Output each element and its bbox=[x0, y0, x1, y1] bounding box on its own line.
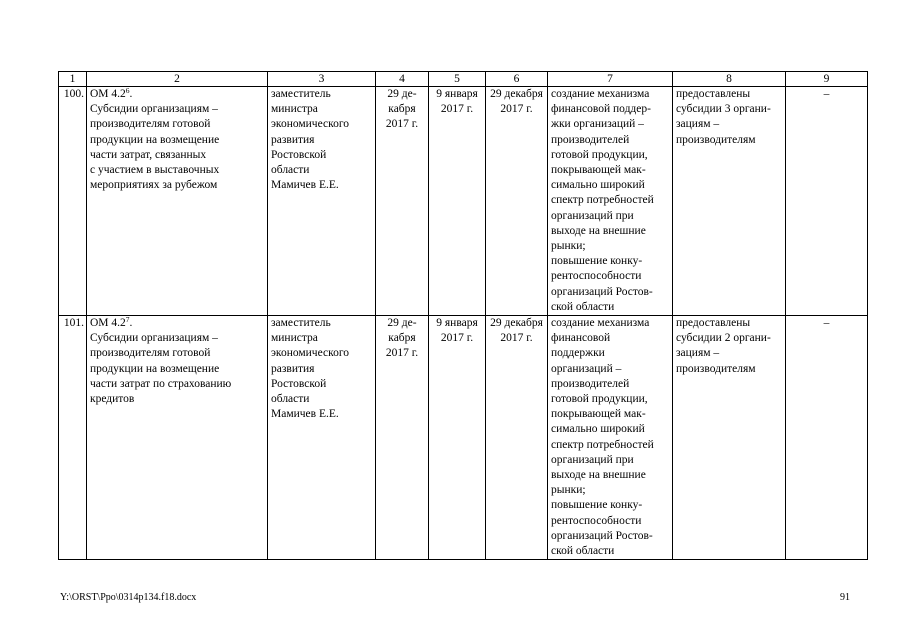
cell-line: Ростовской bbox=[271, 148, 327, 161]
cell-line: Ростовской bbox=[271, 377, 327, 390]
measure-cell bbox=[87, 87, 268, 316]
cell-line: министра bbox=[271, 103, 318, 116]
cell-line: спектр потребностей bbox=[551, 194, 654, 207]
cell-line: рентоспособности bbox=[551, 270, 642, 283]
cell-line: 2017 г. bbox=[500, 103, 533, 116]
date-cell bbox=[376, 316, 429, 560]
row-number: 101. bbox=[59, 316, 87, 560]
row-number: 100. bbox=[59, 87, 87, 316]
column-number: 7 bbox=[548, 72, 673, 87]
table-row bbox=[59, 316, 868, 560]
indicator-cell bbox=[673, 316, 786, 560]
cell-line: 9 января bbox=[436, 88, 478, 100]
cell-line: 29 декабря bbox=[490, 88, 543, 100]
cell-line: готовой продукции, bbox=[551, 148, 648, 161]
cell-line: экономического bbox=[271, 118, 350, 131]
cell-line: покрывающей мак- bbox=[551, 408, 646, 421]
column-number: 9 bbox=[786, 72, 868, 87]
cell-line: организаций Ростов- bbox=[551, 285, 653, 298]
cell-line: выходе на внешние bbox=[551, 224, 646, 237]
measure-code: ОМ $4.2^6$. bbox=[90, 86, 133, 100]
cell-line: субсидии 2 органи- bbox=[676, 332, 771, 345]
column-number: 8 bbox=[673, 72, 786, 87]
cell-line: производителей bbox=[551, 377, 630, 390]
measure-cell bbox=[87, 316, 268, 560]
cell-line: области bbox=[271, 393, 310, 406]
cell-line: выходе на внешние bbox=[551, 469, 646, 482]
cell-line: покрывающей мак- bbox=[551, 164, 646, 177]
end-date-cell bbox=[486, 87, 548, 316]
cell-line: организаций Ростов- bbox=[551, 529, 653, 542]
cell-line: с участием в выставочных bbox=[90, 164, 220, 177]
column-number-row bbox=[59, 72, 868, 87]
cell-line: развития bbox=[271, 362, 315, 375]
cell-line: предоставлены bbox=[676, 317, 751, 330]
cell-line: создание механизма bbox=[551, 317, 650, 330]
cell-line: части затрат, связанных bbox=[90, 148, 207, 161]
cell-line: производителям bbox=[676, 133, 756, 146]
measure-name bbox=[90, 102, 264, 193]
cell-line: развития bbox=[271, 133, 315, 146]
col9-cell: – bbox=[786, 316, 868, 560]
cell-line: производителей bbox=[551, 133, 630, 146]
cell-line: спектр потребностей bbox=[551, 438, 654, 451]
cell-line: 2017 г. bbox=[500, 332, 533, 345]
table-row bbox=[59, 87, 868, 316]
cell-line: субсидии 3 органи- bbox=[676, 103, 771, 116]
start-date-cell bbox=[429, 316, 486, 560]
cell-line: Субсидии организациям – bbox=[90, 103, 218, 116]
cell-line: 2017 г. bbox=[440, 332, 474, 345]
cell-line: производителям готовой bbox=[90, 118, 211, 131]
cell-line: 2017 г. bbox=[385, 118, 419, 131]
cell-line: 29 де- bbox=[387, 317, 417, 330]
cell-line: поддержки bbox=[551, 347, 605, 360]
cell-line: заместитель bbox=[271, 88, 331, 100]
cell-line: 29 декабря bbox=[490, 317, 543, 330]
col9-cell: – bbox=[786, 87, 868, 316]
column-number: 6 bbox=[486, 72, 548, 87]
measure-code: ОМ $4.2^7$. bbox=[90, 315, 133, 330]
indicator-cell bbox=[673, 87, 786, 316]
cell-line: зациям – bbox=[676, 347, 720, 360]
cell-line: ской области bbox=[551, 545, 615, 558]
cell-line: жки организаций – bbox=[551, 118, 644, 131]
cell-line: 9 января bbox=[436, 317, 478, 330]
cell-line: симально широкий bbox=[551, 423, 645, 436]
column-number: 5 bbox=[429, 72, 486, 87]
result-cell bbox=[548, 87, 673, 316]
cell-line: предоставлены bbox=[676, 88, 751, 100]
cell-line: производителям готовой bbox=[90, 347, 211, 360]
cell-line: кредитов bbox=[90, 393, 135, 406]
cell-line: финансовой поддер- bbox=[551, 103, 651, 116]
cell-line: Мамичев Е.Е. bbox=[271, 179, 339, 192]
cell-line: Мамичев Е.Е. bbox=[271, 408, 339, 421]
page-number: 91 bbox=[840, 592, 850, 603]
cell-line: повышение конку- bbox=[551, 499, 643, 512]
cell-line: министра bbox=[271, 332, 318, 345]
cell-line: организаций при bbox=[551, 453, 634, 466]
column-number: 4 bbox=[376, 72, 429, 87]
footer-file-path: Y:\ORST\Ppo\0314p134.f18.docx bbox=[60, 592, 197, 603]
column-number: 2 bbox=[87, 72, 268, 87]
result-cell bbox=[548, 316, 673, 560]
cell-line: создание механизма bbox=[551, 88, 650, 100]
cell-line: 2017 г. bbox=[440, 103, 474, 116]
cell-line: ской области bbox=[551, 300, 615, 313]
cell-line: симально широкий bbox=[551, 179, 645, 192]
cell-line: части затрат по страхованию bbox=[90, 377, 232, 390]
main-table bbox=[58, 71, 868, 560]
cell-line: заместитель bbox=[271, 317, 331, 330]
cell-line: организаций при bbox=[551, 209, 634, 222]
start-date-cell bbox=[429, 87, 486, 316]
date-cell bbox=[376, 87, 429, 316]
cell-line: производителям bbox=[676, 362, 756, 375]
cell-line: кабря bbox=[388, 103, 416, 116]
responsible-cell bbox=[268, 316, 376, 560]
cell-line: Субсидии организациям – bbox=[90, 332, 218, 345]
cell-line: финансовой bbox=[551, 332, 611, 345]
end-date-cell bbox=[486, 316, 548, 560]
responsible-cell bbox=[268, 87, 376, 316]
cell-line: повышение конку- bbox=[551, 255, 643, 268]
cell-line: рынки; bbox=[551, 240, 586, 253]
cell-line: экономического bbox=[271, 347, 350, 360]
cell-line: кабря bbox=[388, 332, 416, 345]
cell-line: готовой продукции, bbox=[551, 393, 648, 406]
cell-line: 29 де- bbox=[387, 88, 417, 100]
cell-line: области bbox=[271, 164, 310, 177]
cell-line: продукции на возмещение bbox=[90, 133, 220, 146]
column-number: 3 bbox=[268, 72, 376, 87]
measure-name bbox=[90, 331, 264, 407]
cell-line: рынки; bbox=[551, 484, 586, 497]
cell-line: мероприятиях за рубежом bbox=[90, 179, 218, 192]
cell-line: организаций – bbox=[551, 362, 622, 375]
cell-line: рентоспособности bbox=[551, 514, 642, 527]
cell-line: продукции на возмещение bbox=[90, 362, 220, 375]
cell-line: зациям – bbox=[676, 118, 720, 131]
cell-line: 2017 г. bbox=[385, 347, 419, 360]
column-number: 1 bbox=[59, 72, 87, 87]
